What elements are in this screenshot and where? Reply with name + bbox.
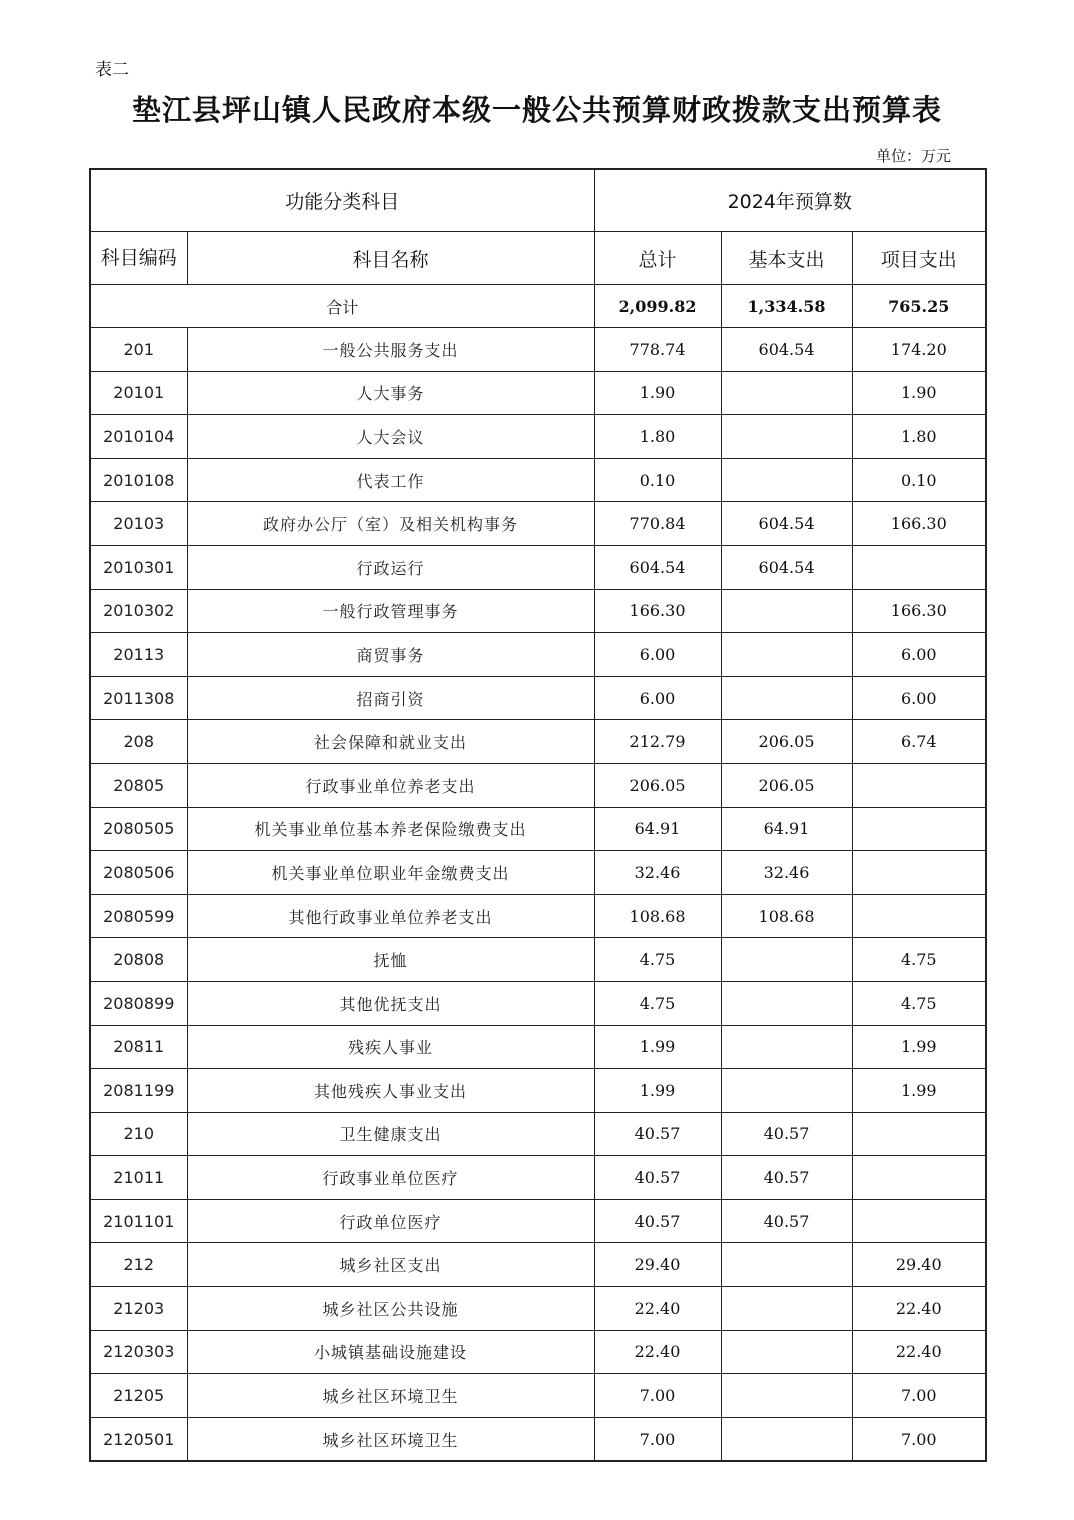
cell-name: 行政运行 — [187, 545, 594, 589]
cell-total: 32.46 — [594, 851, 721, 895]
table-row — [90, 1156, 986, 1200]
cell-basic: 604.54 — [721, 545, 852, 589]
cell-code: 21011 — [90, 1156, 187, 1200]
cell-basic — [721, 938, 852, 982]
page-title: 垫江县坪山镇人民政府本级一般公共预算财政拨款支出预算表 — [131, 93, 942, 127]
table-row — [90, 851, 986, 895]
cell-total: 0.10 — [594, 458, 721, 502]
cell-name: 一般公共服务支出 — [187, 328, 594, 372]
cell-total: 604.54 — [594, 545, 721, 589]
cell-project: 1.80 — [852, 415, 986, 459]
cell-project — [852, 894, 986, 938]
cell-project: 166.30 — [852, 589, 986, 633]
cell-total: 22.40 — [594, 1287, 721, 1331]
cell-name: 抚恤 — [187, 938, 594, 982]
table-row — [90, 328, 986, 372]
cell-total: 7.00 — [594, 1374, 721, 1418]
cell-total: 1.90 — [594, 371, 721, 415]
budget-table — [89, 168, 987, 1462]
cell-project — [852, 807, 986, 851]
cell-total: 64.91 — [594, 807, 721, 851]
cell-basic: 604.54 — [721, 328, 852, 372]
table-row — [90, 458, 986, 502]
header-basic: 基本支出 — [721, 232, 852, 285]
table-row — [90, 371, 986, 415]
cell-project: 4.75 — [852, 938, 986, 982]
header-row-group — [90, 169, 986, 232]
header-budget-year: 2024年预算数 — [594, 169, 986, 232]
cell-project: 4.75 — [852, 981, 986, 1025]
cell-name: 小城镇基础设施建设 — [187, 1330, 594, 1374]
cell-basic: 604.54 — [721, 502, 852, 546]
table-row — [90, 1374, 986, 1418]
cell-code: 2010301 — [90, 545, 187, 589]
cell-total: 7.00 — [594, 1417, 721, 1461]
table-row — [90, 415, 986, 459]
cell-total: 29.40 — [594, 1243, 721, 1287]
cell-name: 行政事业单位养老支出 — [187, 763, 594, 807]
cell-code: 212 — [90, 1243, 187, 1287]
cell-code: 2081199 — [90, 1069, 187, 1113]
cell-project — [852, 1112, 986, 1156]
table-row — [90, 1243, 986, 1287]
cell-basic: 40.57 — [721, 1112, 852, 1156]
cell-code: 2080505 — [90, 807, 187, 851]
cell-name: 其他残疾人事业支出 — [187, 1069, 594, 1113]
cell-basic — [721, 589, 852, 633]
total-sum: 2,099.82 — [594, 285, 721, 328]
cell-basic: 108.68 — [721, 894, 852, 938]
cell-total: 4.75 — [594, 938, 721, 982]
total-basic: 1,334.58 — [721, 285, 852, 328]
cell-basic — [721, 981, 852, 1025]
cell-name: 行政事业单位医疗 — [187, 1156, 594, 1200]
header-code: 科目编码 — [90, 232, 187, 285]
cell-total: 778.74 — [594, 328, 721, 372]
cell-total: 40.57 — [594, 1199, 721, 1243]
table-row — [90, 1330, 986, 1374]
cell-project: 7.00 — [852, 1374, 986, 1418]
cell-project: 1.99 — [852, 1069, 986, 1113]
cell-code: 21203 — [90, 1287, 187, 1331]
cell-project: 1.90 — [852, 371, 986, 415]
total-row — [90, 285, 986, 328]
cell-project — [852, 763, 986, 807]
cell-total: 6.00 — [594, 676, 721, 720]
cell-basic: 40.57 — [721, 1199, 852, 1243]
cell-code: 20808 — [90, 938, 187, 982]
cell-total: 212.79 — [594, 720, 721, 764]
cell-name: 城乡社区环境卫生 — [187, 1417, 594, 1461]
cell-code: 201 — [90, 328, 187, 372]
cell-project: 6.00 — [852, 633, 986, 677]
header-name: 科目名称 — [187, 232, 594, 285]
cell-total: 6.00 — [594, 633, 721, 677]
cell-code: 20113 — [90, 633, 187, 677]
cell-total: 40.57 — [594, 1156, 721, 1200]
cell-code: 2010108 — [90, 458, 187, 502]
header-row-columns — [90, 232, 986, 285]
cell-basic: 64.91 — [721, 807, 852, 851]
cell-basic: 206.05 — [721, 763, 852, 807]
cell-basic — [721, 1069, 852, 1113]
table-row — [90, 589, 986, 633]
cell-basic — [721, 1243, 852, 1287]
cell-name: 机关事业单位职业年金缴费支出 — [187, 851, 594, 895]
cell-total: 1.99 — [594, 1025, 721, 1069]
total-label: 合计 — [90, 285, 594, 328]
cell-project: 0.10 — [852, 458, 986, 502]
table-row — [90, 894, 986, 938]
cell-name: 其他优抚支出 — [187, 981, 594, 1025]
cell-project: 174.20 — [852, 328, 986, 372]
cell-basic: 32.46 — [721, 851, 852, 895]
table-row — [90, 1199, 986, 1243]
cell-name: 政府办公厅（室）及相关机构事务 — [187, 502, 594, 546]
cell-basic — [721, 633, 852, 677]
cell-name: 城乡社区公共设施 — [187, 1287, 594, 1331]
cell-code: 20103 — [90, 502, 187, 546]
total-project: 765.25 — [852, 285, 986, 328]
cell-code: 2010302 — [90, 589, 187, 633]
cell-total: 1.80 — [594, 415, 721, 459]
cell-name: 机关事业单位基本养老保险缴费支出 — [187, 807, 594, 851]
cell-project — [852, 1156, 986, 1200]
cell-project: 29.40 — [852, 1243, 986, 1287]
table-row — [90, 981, 986, 1025]
table-row — [90, 720, 986, 764]
table-row — [90, 545, 986, 589]
cell-name: 城乡社区支出 — [187, 1243, 594, 1287]
cell-name: 行政单位医疗 — [187, 1199, 594, 1243]
cell-project: 166.30 — [852, 502, 986, 546]
cell-code: 20101 — [90, 371, 187, 415]
cell-name: 城乡社区环境卫生 — [187, 1374, 594, 1418]
cell-basic — [721, 1330, 852, 1374]
cell-code: 208 — [90, 720, 187, 764]
table-row — [90, 1417, 986, 1461]
cell-code: 2120303 — [90, 1330, 187, 1374]
cell-basic — [721, 415, 852, 459]
cell-name: 人大会议 — [187, 415, 594, 459]
cell-basic — [721, 458, 852, 502]
cell-name: 人大事务 — [187, 371, 594, 415]
cell-project: 6.74 — [852, 720, 986, 764]
cell-basic — [721, 1374, 852, 1418]
cell-project: 7.00 — [852, 1417, 986, 1461]
cell-code: 210 — [90, 1112, 187, 1156]
cell-name: 招商引资 — [187, 676, 594, 720]
table-row — [90, 1069, 986, 1113]
cell-code: 21205 — [90, 1374, 187, 1418]
cell-code: 2080899 — [90, 981, 187, 1025]
unit-label: 单位：万元 — [876, 147, 952, 165]
cell-project: 22.40 — [852, 1287, 986, 1331]
cell-project: 1.99 — [852, 1025, 986, 1069]
cell-total: 206.05 — [594, 763, 721, 807]
table-row — [90, 633, 986, 677]
cell-basic — [721, 676, 852, 720]
cell-name: 商贸事务 — [187, 633, 594, 677]
document-label: 表二 — [95, 60, 129, 80]
table-row — [90, 763, 986, 807]
cell-basic — [721, 1287, 852, 1331]
cell-basic — [721, 1417, 852, 1461]
cell-total: 1.99 — [594, 1069, 721, 1113]
cell-basic: 206.05 — [721, 720, 852, 764]
cell-code: 2011308 — [90, 676, 187, 720]
cell-project — [852, 1199, 986, 1243]
header-func-class: 功能分类科目 — [90, 169, 594, 232]
cell-total: 22.40 — [594, 1330, 721, 1374]
table-body — [90, 328, 986, 1462]
table-row — [90, 1112, 986, 1156]
header-total: 总计 — [594, 232, 721, 285]
cell-code: 2101101 — [90, 1199, 187, 1243]
cell-project: 22.40 — [852, 1330, 986, 1374]
header-project: 项目支出 — [852, 232, 986, 285]
cell-name: 社会保障和就业支出 — [187, 720, 594, 764]
table-row — [90, 676, 986, 720]
cell-basic: 40.57 — [721, 1156, 852, 1200]
cell-code: 2080599 — [90, 894, 187, 938]
cell-name: 一般行政管理事务 — [187, 589, 594, 633]
cell-basic — [721, 371, 852, 415]
table-row — [90, 807, 986, 851]
table-row — [90, 1025, 986, 1069]
cell-total: 4.75 — [594, 981, 721, 1025]
table-row — [90, 502, 986, 546]
cell-project — [852, 545, 986, 589]
table-row — [90, 938, 986, 982]
cell-code: 20811 — [90, 1025, 187, 1069]
cell-total: 166.30 — [594, 589, 721, 633]
cell-name: 卫生健康支出 — [187, 1112, 594, 1156]
cell-basic — [721, 1025, 852, 1069]
cell-code: 20805 — [90, 763, 187, 807]
cell-name: 残疾人事业 — [187, 1025, 594, 1069]
cell-name: 其他行政事业单位养老支出 — [187, 894, 594, 938]
cell-total: 40.57 — [594, 1112, 721, 1156]
cell-total: 108.68 — [594, 894, 721, 938]
table-row — [90, 1287, 986, 1331]
cell-project — [852, 851, 986, 895]
cell-code: 2120501 — [90, 1417, 187, 1461]
cell-code: 2010104 — [90, 415, 187, 459]
cell-project: 6.00 — [852, 676, 986, 720]
cell-name: 代表工作 — [187, 458, 594, 502]
cell-total: 770.84 — [594, 502, 721, 546]
cell-code: 2080506 — [90, 851, 187, 895]
